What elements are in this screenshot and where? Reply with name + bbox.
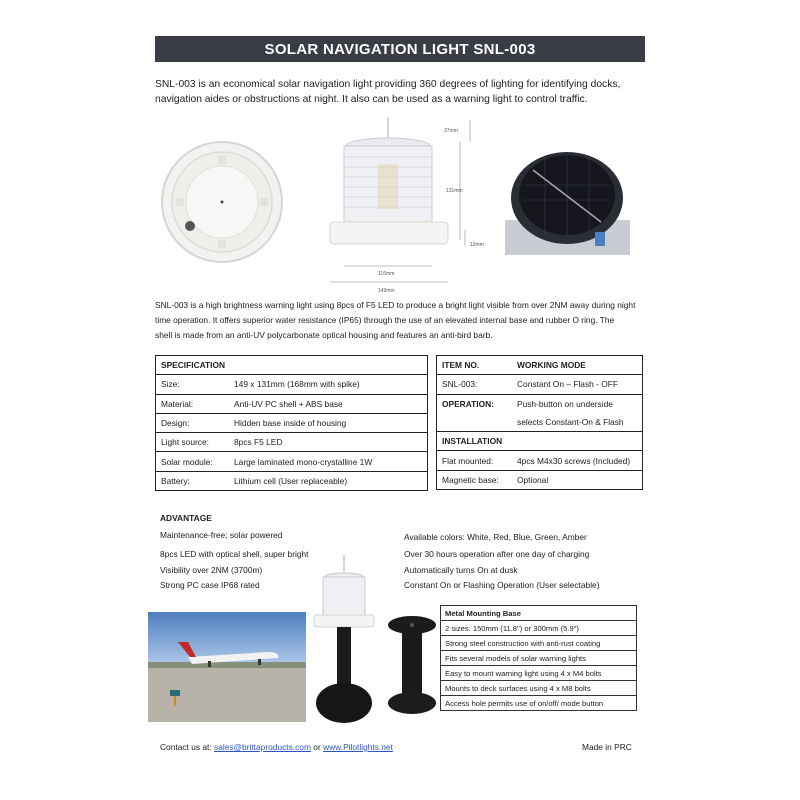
spec-value: 8pcs F5 LED [229,433,428,452]
dim-height: 131mm [446,188,463,194]
mounting-base-table [440,605,637,711]
table-row [441,621,637,636]
mounting-row: Access hole permits use of on/off/ mode button [441,696,637,711]
advantage-item: Over 30 hours operation after one day of charging [404,549,590,559]
table-row [156,394,428,413]
mounting-row: Strong steel construction with anti-rust coating [441,636,637,651]
working-mode-value: Constant On – Flash - OFF [512,375,643,394]
dim-inner: 116mm [378,271,395,277]
table-row [437,356,643,375]
description-line-1: SNL-003 is a high brightness warning light using 8pcs of F5 LED to produce a bright light visible from over 2NM away during night [155,300,636,310]
magnetic-base-label: Magnetic base: [437,470,513,489]
advantage-item: Strong PC case IP68 rated [160,580,260,590]
advantage-item: Automatically turns On at dusk [404,565,518,575]
table-row [156,375,428,394]
mounting-header: Metal Mounting Base [441,606,637,621]
spec-label: Material: [156,394,230,413]
mounting-row: 2 sizes: 150mm (11.8") or 300mm (5.9") [441,621,637,636]
spec-value: Anti-UV PC shell + ABS base [229,394,428,413]
dim-spike: 37mm [444,128,458,134]
made-in-label: Made in PRC [582,742,632,752]
mounting-row: Easy to mount warning light using 4 x M4 bolts [441,666,637,681]
website-link[interactable]: www.Pilotlights.net [323,742,393,752]
description-paragraph [155,298,655,342]
dim-base: 12mm [470,242,484,248]
advantage-item: Maintenance-free; solar powered [160,530,283,540]
table-row [437,470,643,489]
contact-prefix: Contact us at: [160,742,214,752]
airport-photo [148,612,306,722]
table-row [441,696,637,711]
mounting-row: Mounts to deck surfaces using 4 x M8 bolts [441,681,637,696]
advantage-item: Constant On or Flashing Operation (User selectable) [404,580,600,590]
spec-value: 149 x 131mm (168mm with spike) [229,375,428,394]
operation-value-2: selects Constant-On & Flash [512,413,643,432]
light-dimension-diagram [320,112,500,297]
item-no-value: SNL-003: [437,375,513,394]
spec-header: SPECIFICATION [156,356,428,375]
contact-or: or [310,742,324,752]
table-row [156,452,428,471]
intro-paragraph [155,78,655,107]
spec-label: Light source: [156,433,230,452]
light-on-pole-image [308,555,380,730]
spec-label: Design: [156,413,230,432]
spec-value: Large laminated mono-crystalline 1W [229,452,428,471]
spec-label: Solar module: [156,452,230,471]
spec-label: Battery: [156,471,230,490]
table-row [441,681,637,696]
working-mode-header: WORKING MODE [512,356,643,375]
dim-outer: 149mm [378,288,395,294]
table-row [437,432,643,451]
base-underside-image [160,140,285,265]
table-row [156,433,428,452]
advantage-heading: ADVANTAGE [160,513,212,523]
table-row [437,451,643,470]
operation-label: OPERATION: [437,394,513,413]
table-row [156,413,428,432]
flat-mounted-value: 4pcs M4x30 screws (Included) [512,451,643,470]
description-line-3: shell is made from an anti-UV polycarbonate optical housing and features an anti-bird barb. [155,329,493,340]
advantage-item: Visibility over 2NM (3700m) [160,565,263,575]
advantage-item: 8pcs LED with optical shell, super bright [160,549,309,559]
working-mode-table [436,355,643,490]
table-row [156,471,428,490]
flat-mounted-label: Flat mounted: [437,451,513,470]
footer-contact [160,742,393,752]
item-no-header: ITEM NO. [437,356,513,375]
solar-panel-image [505,140,630,255]
table-row [437,394,643,413]
advantage-item: Available colors: White, Red, Blue, Green, Amber [404,532,587,542]
table-row [437,413,643,432]
description-line-2: time operation. It offers superior water resistance (IP65) through the use of an elevated internal base and rubber O ring. The [155,314,615,325]
page-title: SOLAR NAVIGATION LIGHT SNL-003 [155,36,645,62]
table-row [437,375,643,394]
table-row [441,651,637,666]
table-row [441,666,637,681]
email-link[interactable]: sales@brittaproducts.com [214,742,311,752]
spec-value: Lithium cell (User replaceable) [229,471,428,490]
mounting-row: Fits several models of solar warning lights [441,651,637,666]
operation-value: Push-button on underside [512,394,643,413]
magnetic-base-value: Optional [512,470,643,489]
table-row [441,636,637,651]
mounting-base-image [384,613,440,718]
intro-line-1: SNL-003 is an economical solar navigation light providing 360 degrees of lighting for identifying docks, [155,79,621,90]
spec-label: Size: [156,375,230,394]
installation-header: INSTALLATION [437,432,643,451]
specification-table [155,355,428,491]
intro-line-2: navigation aides or obstructions at night. It also can be used as a warning light to control traffic. [155,93,588,105]
spec-value: Hidden base inside of housing [229,413,428,432]
